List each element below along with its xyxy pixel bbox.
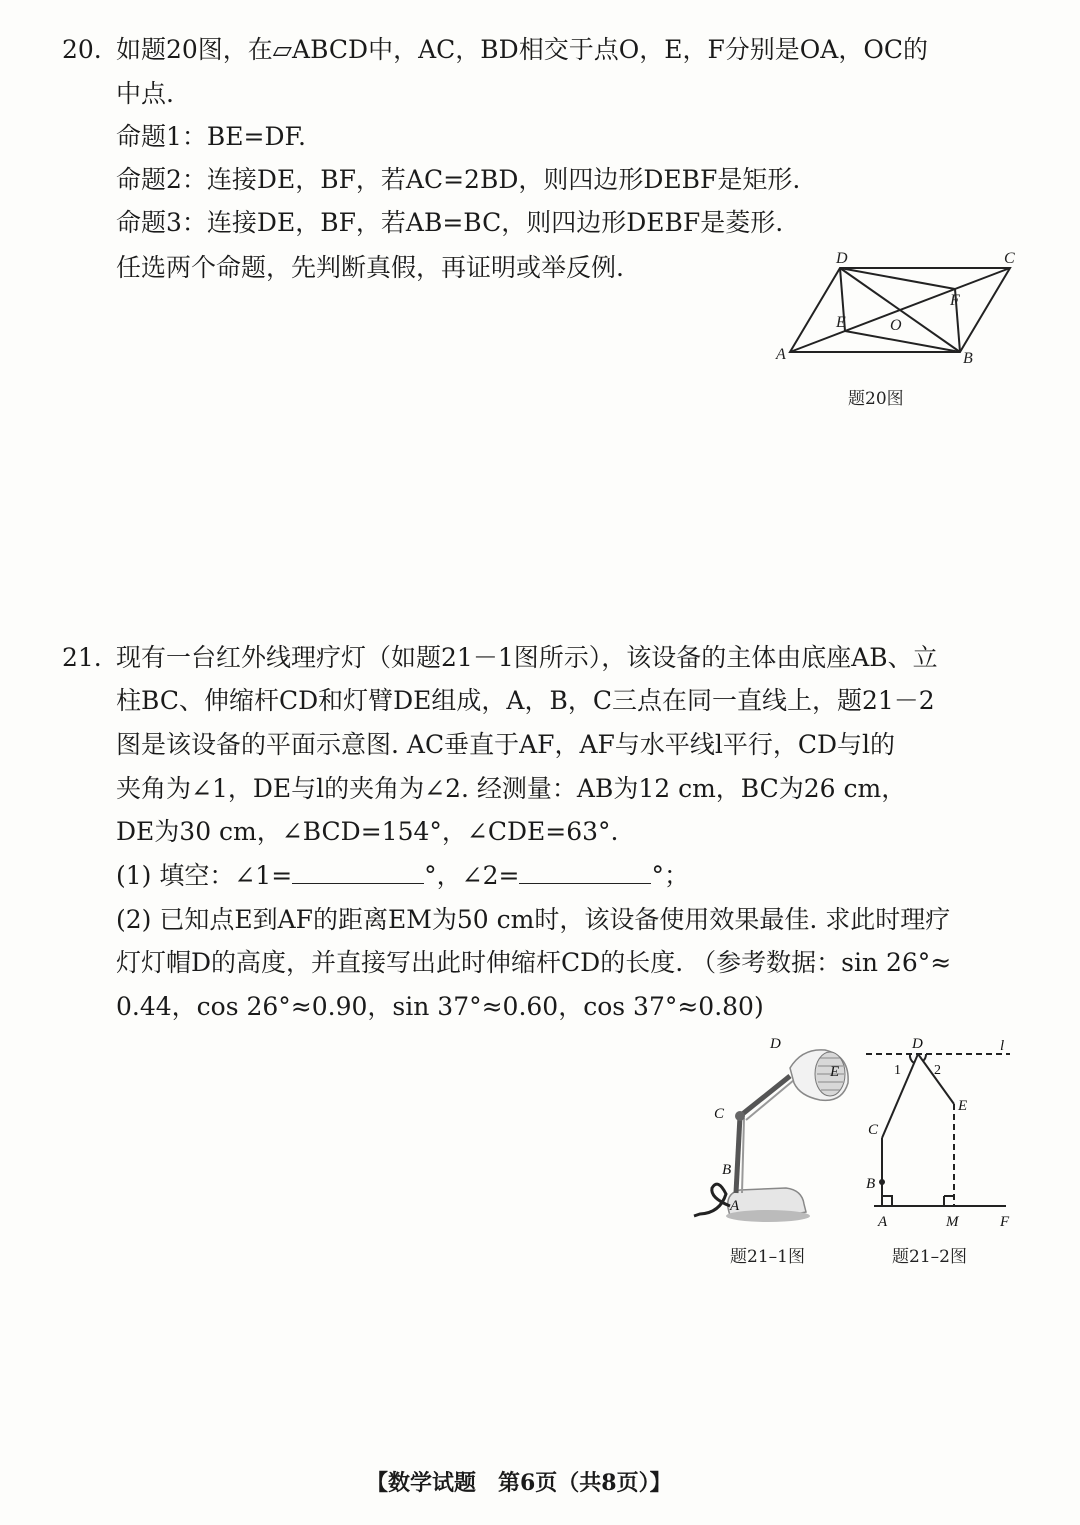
q20-proposition-2: 命题2：连接DE，BF，若AC=2BD，则四边形DEBF是矩形. [116, 165, 801, 194]
photo-label-c: C [714, 1106, 725, 1122]
q20-proposition-1: 命题1：BE=DF. [116, 122, 306, 151]
fill-prefix: (1) 填空：∠1= [116, 861, 293, 890]
angle-1-arc [910, 1054, 914, 1063]
right-angle-a [882, 1196, 892, 1206]
photo-label-a: A [730, 1198, 740, 1214]
q21-part2-line-2: 灯灯帽D的高度，并直接写出此时伸缩杆CD的长度. （参考数据：sin 26°≈ [116, 948, 952, 977]
schematic-angle-2: 2 [934, 1063, 941, 1078]
q20-task: 任选两个命题，先判断真假，再证明或举反例. [116, 253, 624, 282]
q20-parallelogram-figure [770, 245, 1030, 375]
q21-part2-line-3: 0.44，cos 26°≈0.90，sin 37°≈0.60，cos 37°≈0.80) [116, 992, 764, 1021]
q21-lamp-photo [690, 1028, 860, 1238]
answer-blank-angle-2[interactable] [519, 861, 651, 884]
label-a: A [776, 346, 786, 363]
q20-line-2: 中点. [116, 79, 174, 108]
angle-2-arc [923, 1054, 926, 1061]
lamp-pole-lower [736, 1116, 740, 1193]
q21-figure-1-caption: 题21–1图 [730, 1247, 805, 1267]
q21-line-5: DE为30 cm，∠BCD=154°，∠CDE=63°. [116, 817, 619, 846]
q21-line-4: 夹角为∠1，DE与l的夹角为∠2. 经测量：AB为12 cm，BC为26 cm， [116, 774, 907, 803]
q21-line-2: 柱BC、伸缩杆CD和灯臂DE组成，A，B，C三点在同一直线上，题21－2 [116, 686, 935, 715]
label-o: O [890, 317, 902, 334]
label-d: D [836, 250, 848, 267]
label-b: B [963, 350, 973, 367]
q20-proposition-3: 命题3：连接DE，BF，若AB=BC，则四边形DEBF是菱形. [116, 208, 784, 237]
right-angle-m [944, 1196, 954, 1206]
label-f: F [950, 292, 960, 309]
page-footer: 【数学试题 第6页（共8页）】 [366, 1470, 672, 1496]
q20-line-1: 如题20图，在▱ABCD中，AC，BD相交于点O，E，F分别是OA，OC的 [116, 35, 928, 64]
photo-label-d: D [770, 1036, 781, 1052]
schematic-angle-1: 1 [894, 1063, 901, 1078]
lamp-arm [740, 1076, 790, 1116]
segment-eb [845, 331, 960, 352]
q21-number: 21. [62, 643, 102, 672]
label-e: E [836, 314, 846, 331]
schematic-label-c: C [868, 1122, 879, 1138]
schematic-label-l: l [1000, 1038, 1005, 1054]
point-b [879, 1179, 885, 1185]
q21-schematic [860, 1030, 1030, 1235]
q20-figure-caption: 题20图 [848, 389, 904, 409]
schematic-label-e: E [958, 1098, 968, 1114]
q21-fill-in-line [116, 859, 689, 893]
diagonal-bd [840, 268, 960, 352]
arm-de [918, 1054, 954, 1104]
schematic-label-m: M [946, 1214, 959, 1230]
q21-line-1: 现有一台红外线理疗灯（如题21－1图所示），该设备的主体由底座AB、立 [116, 643, 938, 672]
photo-label-b: B [722, 1162, 732, 1178]
fill-middle: °，∠2= [424, 861, 520, 890]
q21-line-3: 图是该设备的平面示意图. AC垂直于AF，AF与水平线l平行，CD与l的 [116, 730, 896, 759]
q21-figure-2-caption: 题21–2图 [892, 1247, 967, 1267]
q20-number: 20. [62, 35, 102, 64]
q21-part2-line-1: (2) 已知点E到AF的距离EM为50 cm时，该设备使用效果最佳. 求此时理疗 [116, 905, 951, 934]
schematic-label-a: A [878, 1214, 888, 1230]
segment-df [840, 268, 955, 289]
schematic-label-f: F [1000, 1214, 1010, 1230]
photo-label-e: E [830, 1064, 840, 1080]
fill-suffix: °； [651, 861, 689, 890]
label-c: C [1004, 250, 1015, 267]
answer-blank-angle-1[interactable] [292, 861, 424, 884]
schematic-label-b: B [866, 1176, 876, 1192]
schematic-label-d: D [912, 1036, 923, 1052]
power-cable [694, 1184, 730, 1216]
